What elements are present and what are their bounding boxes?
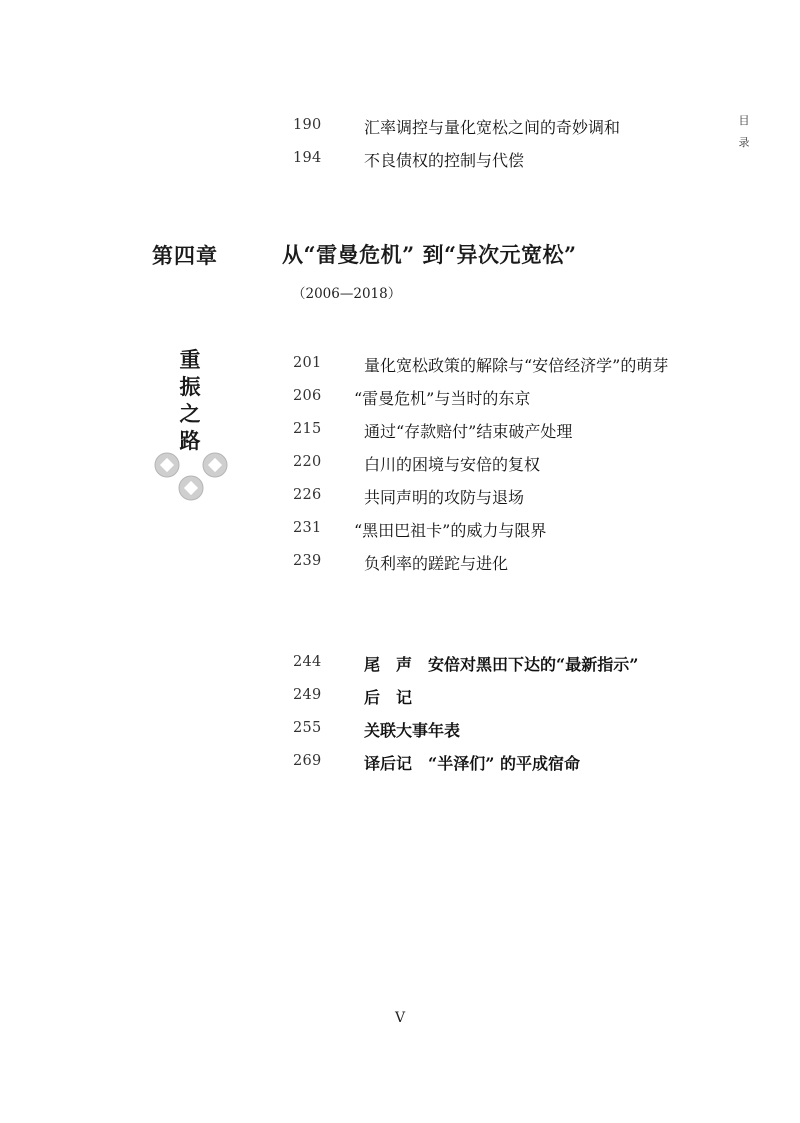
toc-page-number: 249 <box>293 687 322 703</box>
toc-entry-title: 汇率调控与量化宽松之间的奇妙调和 <box>364 118 621 137</box>
toc-entry[interactable] <box>0 385 800 411</box>
toc-page-number: 239 <box>293 553 322 569</box>
toc-page-number: 215 <box>293 421 322 437</box>
toc-entry[interactable] <box>0 717 800 743</box>
toc-entry[interactable] <box>0 550 800 576</box>
vertical-title-char: 振 <box>179 374 201 399</box>
toc-entry[interactable] <box>0 484 800 510</box>
page-number: V <box>394 1010 406 1026</box>
toc-page-number: 206 <box>293 388 322 404</box>
toc-entry[interactable] <box>0 418 800 444</box>
toc-entry-title: 通过“存款赔付”结束破产处理 <box>364 422 573 441</box>
running-header-char: 录 <box>738 136 750 149</box>
toc-entry-title: 负利率的蹉跎与进化 <box>364 554 509 573</box>
vertical-title-char: 路 <box>179 428 201 453</box>
toc-entry[interactable] <box>0 750 800 776</box>
toc-entry-title: 共同声明的攻防与退场 <box>364 488 525 507</box>
toc-entry-title: “雷曼危机”与当时的东京 <box>354 389 531 408</box>
toc-entry-title: 译后记 “半泽们” 的平成宿命 <box>364 754 580 773</box>
toc-entry-title: 白川的困境与安倍的复权 <box>364 455 541 474</box>
chapter-years: （2006—2018） <box>292 286 402 302</box>
toc-page-number: 244 <box>293 654 322 670</box>
toc-page-number: 255 <box>293 720 322 736</box>
toc-entry-title: 尾 声 安倍对黑田下达的“最新指示” <box>364 655 639 674</box>
toc-entry[interactable] <box>0 451 800 477</box>
toc-entry-title: 关联大事年表 <box>364 721 461 740</box>
vertical-title-char: 之 <box>179 401 201 426</box>
toc-entry[interactable] <box>0 684 800 710</box>
toc-entry-title: 不良债权的控制与代偿 <box>364 151 525 170</box>
toc-page-number: 226 <box>293 487 322 503</box>
toc-page-number: 201 <box>293 355 322 371</box>
toc-page-number: 194 <box>293 150 322 166</box>
toc-page-number: 269 <box>293 753 322 769</box>
toc-page-number: 231 <box>293 520 322 536</box>
running-header-char: 目 <box>738 114 750 127</box>
toc-entry[interactable] <box>0 352 800 378</box>
toc-entry[interactable] <box>0 114 800 140</box>
chapter-title: 从“雷曼危机” 到“异次元宽松” <box>282 242 577 267</box>
toc-entry-title: 量化宽松政策的解除与“安倍经济学”的萌芽 <box>364 356 669 375</box>
toc-entry-title: 后 记 <box>364 688 413 707</box>
chapter-label: 第四章 <box>152 243 218 268</box>
toc-page-number: 220 <box>293 454 322 470</box>
toc-entry[interactable] <box>0 147 800 173</box>
toc-entry[interactable] <box>0 517 800 543</box>
toc-entry-title: “黑田巴祖卡”的威力与限界 <box>354 521 547 540</box>
toc-page-number: 190 <box>293 117 322 133</box>
toc-entry[interactable] <box>0 651 800 677</box>
vertical-title-char: 重 <box>179 347 201 372</box>
